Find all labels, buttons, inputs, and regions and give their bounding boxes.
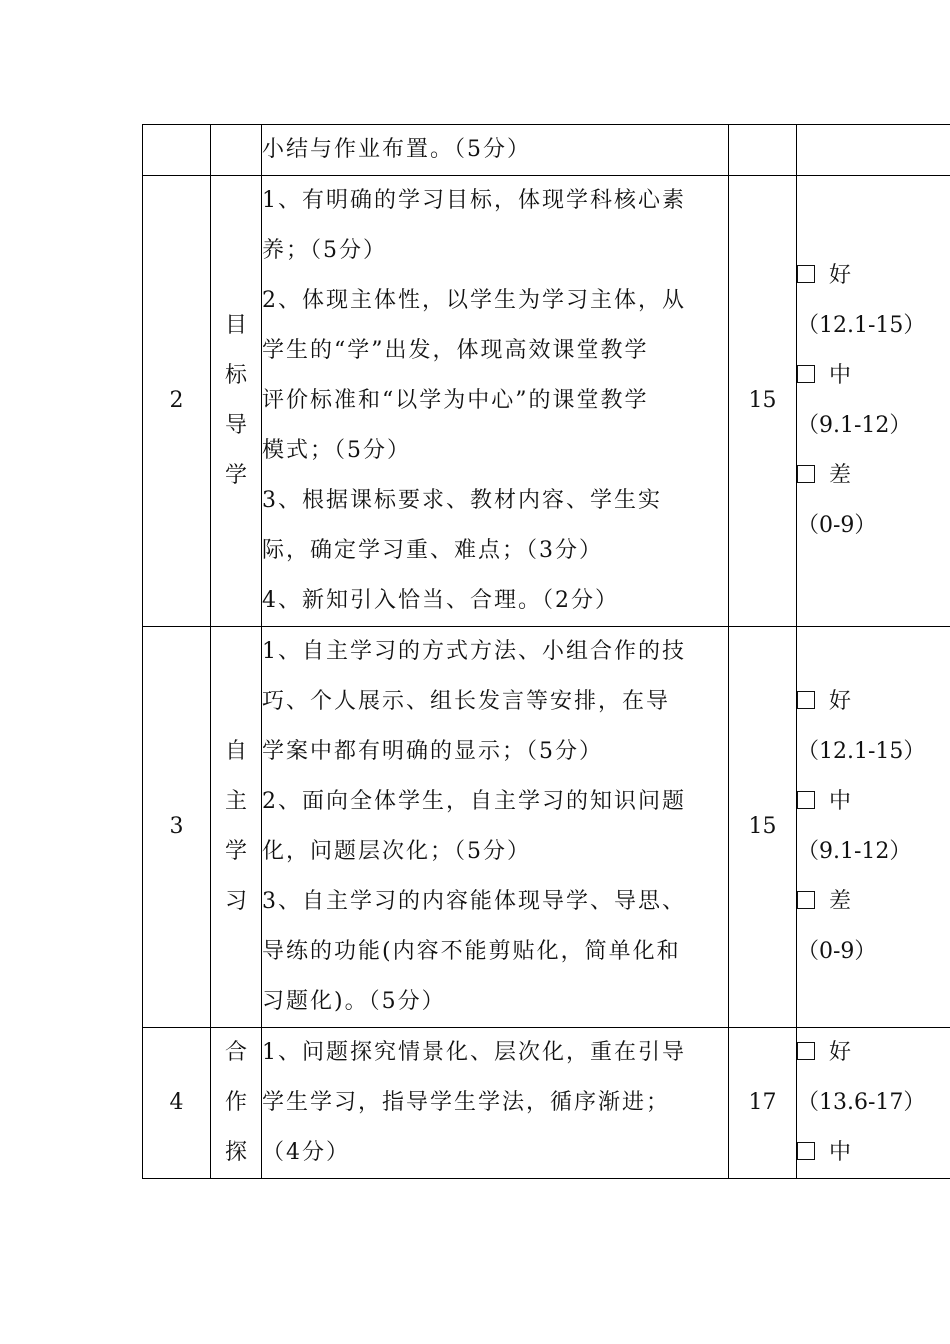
content-line: 1、自主学习的方式方法、小组合作的技 [262, 639, 686, 664]
grade-option [797, 351, 950, 401]
grade-range: （9.1-12） [797, 839, 912, 864]
checkbox-icon[interactable] [797, 691, 815, 709]
item-char: 导 [224, 413, 247, 438]
evaluation-table-body [143, 125, 950, 1179]
checkbox-icon[interactable] [797, 465, 815, 483]
grade-range: （13.6-17） [797, 1090, 926, 1115]
evaluation-table [142, 124, 950, 1179]
item-char: 学 [224, 463, 247, 488]
table-row [143, 627, 950, 1028]
grade-cell [797, 1028, 950, 1179]
grade-range: （0-9） [797, 513, 877, 538]
grade-option [797, 877, 950, 927]
item-char: 作 [224, 1090, 247, 1115]
content-line: 评价标准和“以学为中心”的课堂教学 [262, 388, 649, 413]
grade-option [797, 451, 950, 501]
checkbox-icon[interactable] [797, 265, 815, 283]
content-line: 学生的“学”出发，体现高效课堂教学 [262, 338, 649, 363]
item-char: 合 [224, 1040, 247, 1065]
item-char: 目 [224, 313, 247, 338]
content-line: 1、有明确的学习目标，体现学科核心素 [262, 188, 686, 213]
grade-range: （9.1-12） [797, 413, 912, 438]
checkbox-icon[interactable] [797, 365, 815, 383]
grade-label: 好 [829, 689, 852, 714]
content-cell [262, 125, 729, 176]
grade-cell [797, 176, 950, 627]
content-line: 习题化)。（5分） [262, 989, 446, 1014]
content-line: 4、新知引入恰当、合理。（2分） [262, 588, 619, 613]
grade-label: 差 [829, 889, 852, 914]
content-line: 养；（5分） [262, 238, 387, 263]
content-line: 学生学习，指导学生学法，循序渐进； [262, 1090, 671, 1115]
content-cell [262, 176, 729, 627]
item-char: 探 [224, 1140, 247, 1165]
item-cell [211, 125, 262, 176]
score-cell: 15 [729, 176, 797, 627]
grade-label: 中 [829, 1140, 852, 1165]
content-cell [262, 1028, 729, 1179]
grade-option [797, 251, 950, 301]
item-cell [211, 627, 262, 1028]
score-cell: 17 [729, 1028, 797, 1179]
content-line: 2、体现主体性，以学生为学习主体，从 [262, 288, 686, 313]
content-line: 导练的功能(内容不能剪贴化，简单化和 [262, 939, 681, 964]
checkbox-icon[interactable] [797, 1042, 815, 1060]
grade-label: 差 [829, 463, 852, 488]
grade-cell [797, 627, 950, 1028]
content-line: 巧、个人展示、组长发言等安排，在导 [262, 689, 671, 714]
row-number-cell [143, 125, 211, 176]
grade-range: （0-9） [797, 939, 877, 964]
content-line: 3、根据课标要求、教材内容、学生实 [262, 488, 662, 513]
row-number-cell: 4 [143, 1028, 211, 1179]
grade-range: （12.1-15） [797, 739, 926, 764]
checkbox-icon[interactable] [797, 791, 815, 809]
content-line: 2、面向全体学生，自主学习的知识问题 [262, 789, 686, 814]
table-row [143, 176, 950, 627]
grade-cell [797, 125, 950, 176]
content-line: 小结与作业布置。（5分） [262, 137, 531, 162]
grade-label: 好 [829, 263, 852, 288]
item-char: 学 [224, 839, 247, 864]
item-char: 主 [224, 789, 247, 814]
item-cell [211, 1028, 262, 1179]
grade-option [797, 1128, 950, 1178]
score-cell: 15 [729, 627, 797, 1028]
content-line: 学案中都有明确的显示；（5分） [262, 739, 603, 764]
content-line: （4分） [262, 1140, 350, 1165]
grade-option [797, 677, 950, 727]
content-line: 模式；（5分） [262, 438, 411, 463]
grade-option [797, 777, 950, 827]
score-cell [729, 125, 797, 176]
grade-label: 中 [829, 363, 852, 388]
checkbox-icon[interactable] [797, 891, 815, 909]
row-number-cell: 3 [143, 627, 211, 1028]
grade-option [797, 1028, 950, 1078]
content-line: 3、自主学习的内容能体现导学、导思、 [262, 889, 686, 914]
item-char: 习 [224, 889, 247, 914]
grade-range: （12.1-15） [797, 313, 926, 338]
row-number-cell: 2 [143, 176, 211, 627]
content-line: 1、问题探究情景化、层次化，重在引导 [262, 1040, 686, 1065]
grade-label: 好 [829, 1040, 852, 1065]
content-line: 化，问题层次化；（5分） [262, 839, 531, 864]
content-cell [262, 627, 729, 1028]
item-char: 标 [224, 363, 247, 388]
grade-label: 中 [829, 789, 852, 814]
checkbox-icon[interactable] [797, 1142, 815, 1160]
item-char: 自 [224, 739, 247, 764]
table-row [143, 125, 950, 176]
table-row [143, 1028, 950, 1179]
item-cell [211, 176, 262, 627]
content-line: 际，确定学习重、难点；（3分） [262, 538, 603, 563]
